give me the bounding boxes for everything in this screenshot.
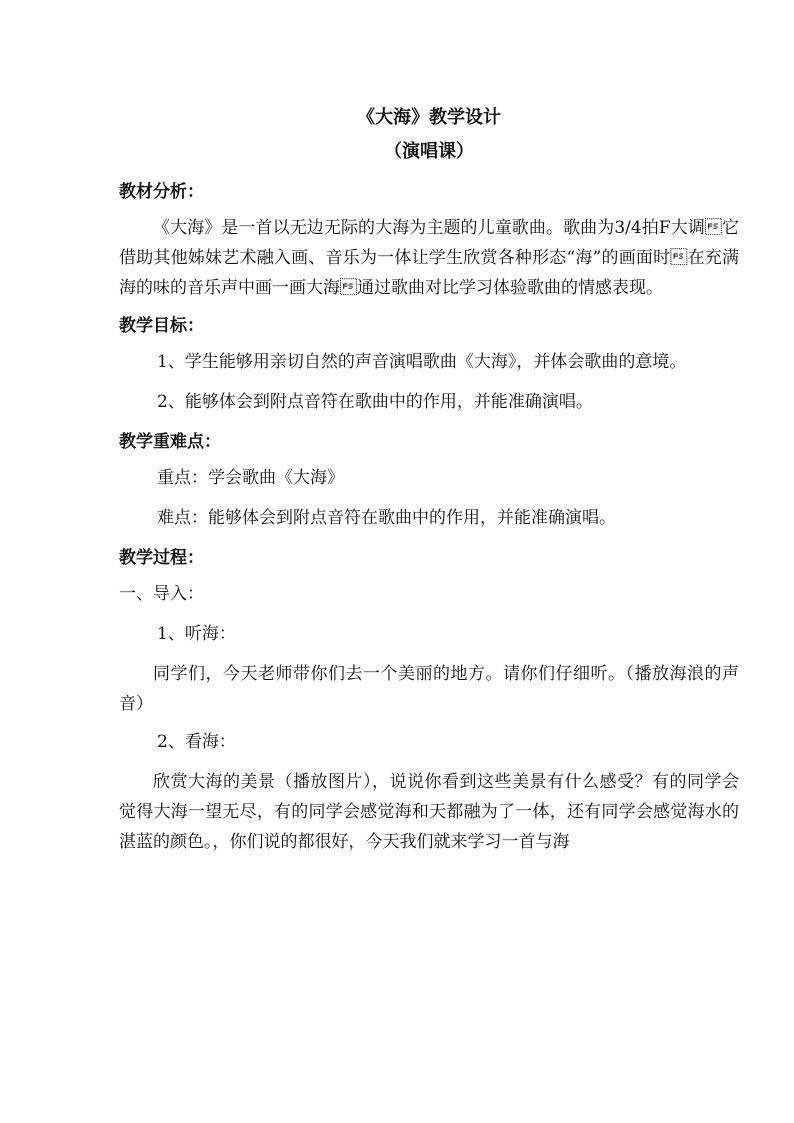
section-heading-key-points: 教学重难点： (119, 432, 221, 452)
section-heading-process: 教学过程： (119, 548, 204, 568)
key-point-item-1: 重点：学会歌曲《大海》 (157, 468, 344, 488)
goal-item-1: 1、学生能够用亲切自然的声音演唱歌曲《大海》，并体会歌曲的意境。 (157, 352, 687, 372)
section-heading-goals: 教学目标： (119, 316, 204, 336)
process-step-1-text: 同学们，今天老师带你们去一个美丽的地方。请你们仔细听。（播放海浪的声音） (119, 664, 739, 714)
analysis-paragraph: 《大海》是一首以无边无际的大海为主题的儿童歌曲。歌曲为3/4拍F大调 它借助其他姊妹艺术融入画、音乐为一体让学生欣赏各种形态“海”的画面时 在充满海的味的音乐声中画一画大海 通过歌曲对比学习体验歌曲的情感表现。 (119, 218, 739, 298)
section-heading-analysis: 教材分析： (119, 182, 204, 202)
document-title: 《大海》教学设计 (357, 107, 501, 128)
process-step-2-text: 欣赏大海的美景（播放图片），说说你看到这些美景有什么感受？有的同学会觉得大海一望无尽，有的同学会感觉海和天都融为了一体，还有同学会感觉海水的湛蓝的颜色。，你们说的都很好，今天我们就来学习一首与海 (119, 772, 739, 852)
document-subtitle: （演唱课） (384, 141, 474, 162)
process-step-1: 1、听海： (157, 624, 236, 644)
goal-item-2: 2、能够体会到附点音符在歌曲中的作用，并能准确演唱。 (157, 392, 593, 412)
process-step-2: 2、看海： (157, 732, 236, 752)
key-point-item-2: 难点：能够体会到附点音符在歌曲中的作用，并能准确演唱。 (157, 508, 616, 528)
document-content (119, 101, 739, 865)
process-part-1: 一、导入： (119, 584, 204, 604)
